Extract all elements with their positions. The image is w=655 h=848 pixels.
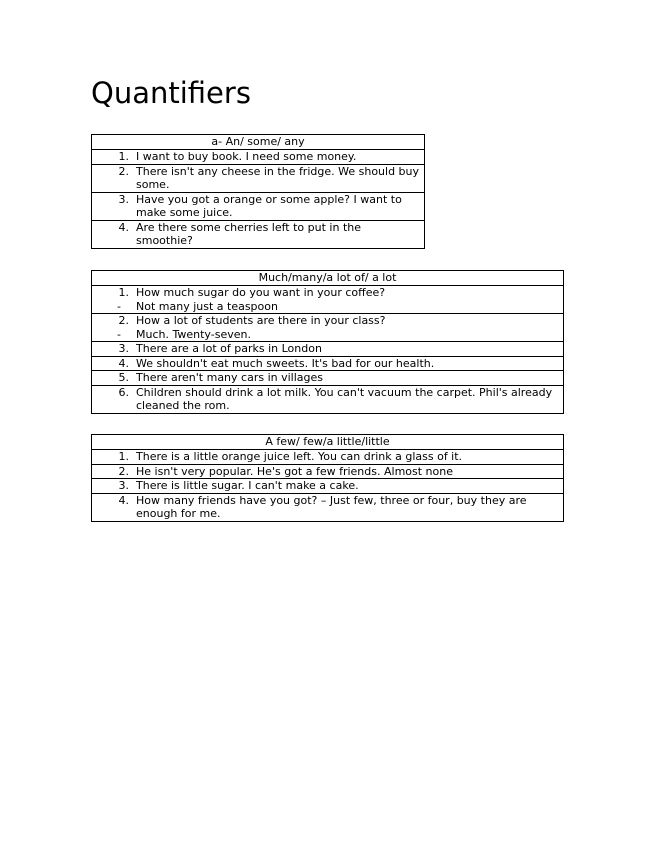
table-row (92, 192, 425, 220)
item-number: 3. (118, 192, 129, 206)
table-row (92, 220, 425, 248)
item-text: How much sugar do you want in your coffee? (136, 286, 386, 299)
table-row (92, 150, 425, 165)
item-text: There isn't any cheese in the fridge. We should buy some. (136, 164, 420, 191)
table-row (92, 286, 564, 314)
item-text: I want to buy book. I need some money. (136, 150, 357, 163)
table-header: Much/many/a lot of/ a lot (92, 271, 564, 286)
item-text: We shouldn't eat much sweets. It's bad for our health. (136, 356, 435, 370)
item-number: 1. (118, 450, 129, 463)
table-row (92, 314, 564, 342)
table-row (92, 164, 425, 192)
exercise-table-few-little (91, 434, 564, 522)
item-number: 4. (118, 356, 129, 370)
item-text: Children should drink a lot milk. You can't vacuum the carpet. Phil's already cleaned the rom. (136, 385, 553, 412)
item-number: 1. (118, 150, 129, 163)
item-text: How a lot of students are there in your class? (136, 314, 386, 327)
item-text: Have you got a orange or some apple? I want to make some juice. (136, 192, 402, 219)
table-row (92, 371, 564, 386)
item-text: There aren't many cars in villages (136, 371, 323, 384)
item-text: There is little sugar. I can't make a cake. (136, 479, 359, 492)
page-title: Quantifiers (91, 76, 251, 110)
item-text: There are a lot of parks in London (136, 342, 322, 355)
item-number: 2. (118, 314, 129, 327)
exercise-table-an-some-any (91, 134, 425, 249)
item-text: He isn't very popular. He's got a few friends. Almost none (136, 464, 453, 478)
item-number: 5. (118, 371, 129, 384)
item-number: 4. (118, 493, 129, 507)
item-number: 3. (118, 342, 129, 355)
table-row (92, 479, 564, 494)
item-text: How many friends have you got? – Just few, three or four, buy they are enough for me. (136, 493, 527, 520)
table-row (92, 356, 564, 371)
answer-text: Not many just a teaspoon (136, 299, 278, 313)
item-number: 3. (118, 479, 129, 492)
table-row (92, 385, 564, 413)
table-row (92, 464, 564, 479)
answer-marker: - (117, 299, 121, 313)
table-row (92, 450, 564, 465)
table-row (92, 342, 564, 357)
item-number: 6. (118, 385, 129, 399)
item-number: 2. (118, 464, 129, 478)
item-number: 4. (118, 220, 129, 234)
table-header: a- An/ some/ any (92, 135, 425, 150)
answer-text: Much. Twenty-seven. (136, 327, 251, 341)
answer-marker: - (117, 327, 121, 341)
table-header: A few/ few/a little/little (92, 435, 564, 450)
item-number: 2. (118, 164, 129, 178)
item-text: Are there some cherries left to put in the smoothie? (136, 220, 361, 247)
exercise-table-much-many (91, 270, 564, 414)
item-number: 1. (118, 286, 129, 299)
item-text: There is a little orange juice left. You can drink a glass of it. (136, 450, 463, 463)
table-row (92, 493, 564, 521)
